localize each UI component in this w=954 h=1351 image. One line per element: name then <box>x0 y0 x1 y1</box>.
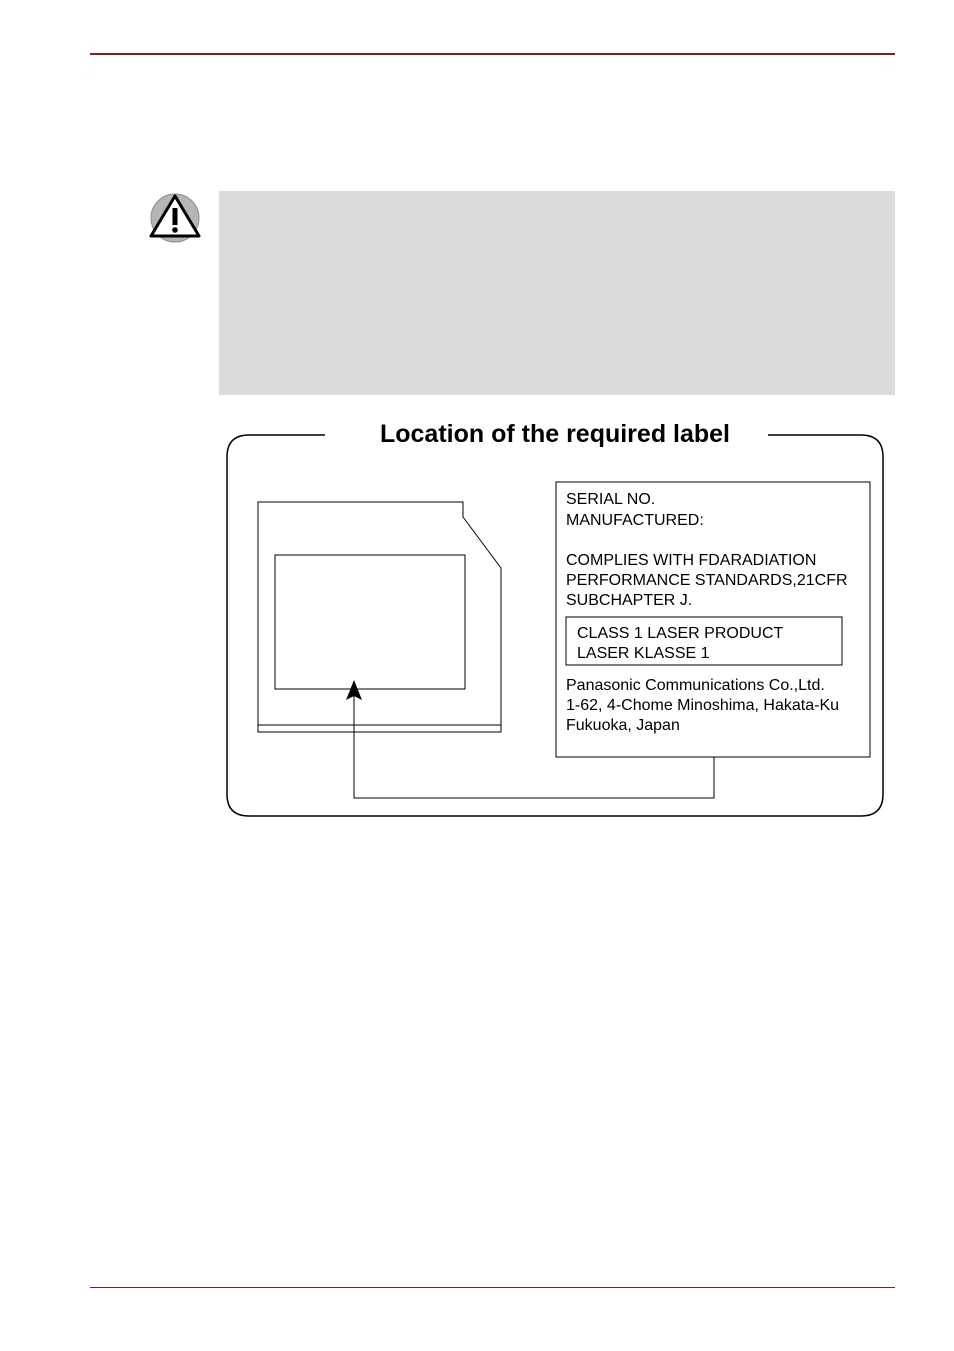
footer-rule <box>90 1287 895 1288</box>
label-area <box>275 555 465 689</box>
diagram-title: Location of the required label <box>379 420 731 448</box>
manufacturer-text-3: Fukuoka, Japan <box>566 717 680 734</box>
manufacturer-text-1: Panasonic Communications Co.,Ltd. <box>566 677 825 694</box>
complies-text-1: COMPLIES WITH FDARADIATION <box>566 552 817 569</box>
laser-class-text-1: CLASS 1 LASER PRODUCT <box>577 625 784 642</box>
manufacturer-text-2: 1-62, 4-Chome Minoshima, Hakata-Ku <box>566 697 840 714</box>
serial-no-text: SERIAL NO. <box>566 491 656 508</box>
manufactured-text: MANUFACTURED: <box>566 512 704 529</box>
complies-text-3: SUBCHAPTER J. <box>566 592 693 609</box>
laser-class-text-2: LASER KLASSE 1 <box>577 645 710 662</box>
complies-text-2: PERFORMANCE STANDARDS,21CFR <box>566 572 848 589</box>
